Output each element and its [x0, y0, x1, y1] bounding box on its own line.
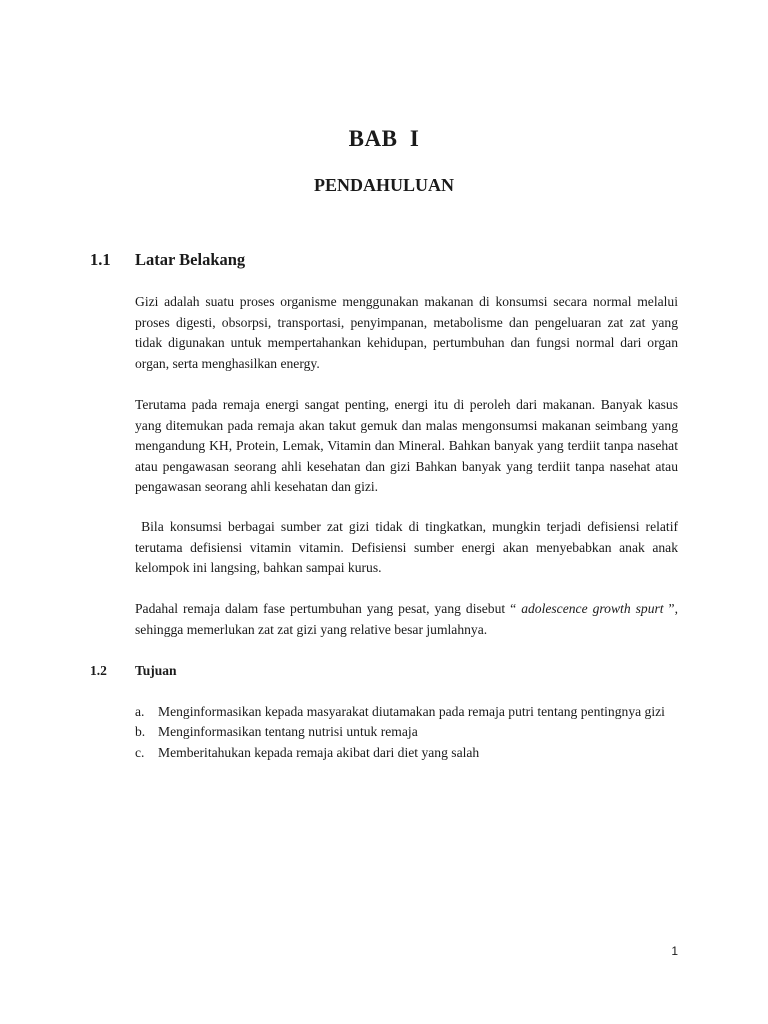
paragraph-text	[135, 599, 678, 640]
paragraph-text: Terutama pada remaja energi sangat penting, energi itu di peroleh dari makanan. Banyak kasus yang ditemukan pada remaja akan takut gemuk dan malas mengonsumsi makanan seimbang yang mengandung KH, Protein, Lemak, Vitamin dan Mineral. Bahkan banyak yang terdiit tanpa nasehat atau pengawasan seorang ahli kesehatan dan gizi Bahkan banyak yang terdiit tanpa nasehat atau pengawasan seorang ahli kesehatan dan gizi.	[135, 397, 678, 495]
paragraph-text: Bila konsumsi berbagai sumber zat gizi tidak di tingkatkan, mungkin terjadi defisiensi relatif terutama defisiensi vitamin vitamin. Defisiensi sumber energi akan menyebabkan anak anak kelompok ini langsing, bahkan sampai kurus.	[135, 519, 682, 576]
italic-term: adolescence growth spurt	[521, 601, 664, 616]
list-marker: c.	[135, 744, 145, 760]
objectives-list	[135, 702, 678, 763]
list-item-text: Menginformasikan tentang nutrisi untuk remaja	[158, 724, 418, 740]
paragraph	[135, 517, 682, 579]
page-number: 1	[671, 944, 678, 958]
paragraph-text-start: Padahal remaja dalam fase pertumbuhan yang pesat, yang disebut “	[135, 601, 522, 616]
section-title: Tujuan	[135, 663, 177, 678]
list-marker: a.	[135, 704, 145, 719]
list-item	[135, 702, 678, 722]
paragraph	[135, 395, 678, 498]
section-number: 1.1	[90, 250, 111, 269]
paragraph	[135, 292, 678, 374]
paragraph-text-end: ”, sehingga memerlukan zat zat gizi yang relative besar jumlahnya.	[135, 601, 678, 637]
list-marker: b.	[135, 724, 146, 740]
section-title: Latar Belakang	[135, 250, 246, 269]
section-number: 1.2	[90, 663, 107, 678]
section-heading-latar-belakang	[90, 250, 245, 270]
chapter-title: PENDAHULUAN	[313, 175, 454, 195]
chapter-label: BAB I	[348, 126, 420, 151]
section-heading-tujuan	[90, 663, 177, 679]
list-item-text: Memberitahukan kepada remaja akibat dari diet yang salah	[158, 744, 480, 760]
list-item	[135, 743, 678, 763]
paragraph-text: Gizi adalah suatu proses organisme menggunakan makanan di konsumsi secara normal melalui proses digesti, obsorpsi, transportasi, penyimpanan, metabolisme dan pengeluaran zat zat yang tidak digunakan untuk mempertahankan kehidupan, pertumbuhan dan fungsi normal dari organ organ, serta menghasilkan energy.	[135, 294, 678, 371]
list-item-text: Menginformasikan kepada masyarakat diutamakan pada remaja putri tentang pentingnya gizi	[158, 704, 665, 719]
paragraph	[135, 599, 678, 640]
list-item	[135, 722, 678, 742]
